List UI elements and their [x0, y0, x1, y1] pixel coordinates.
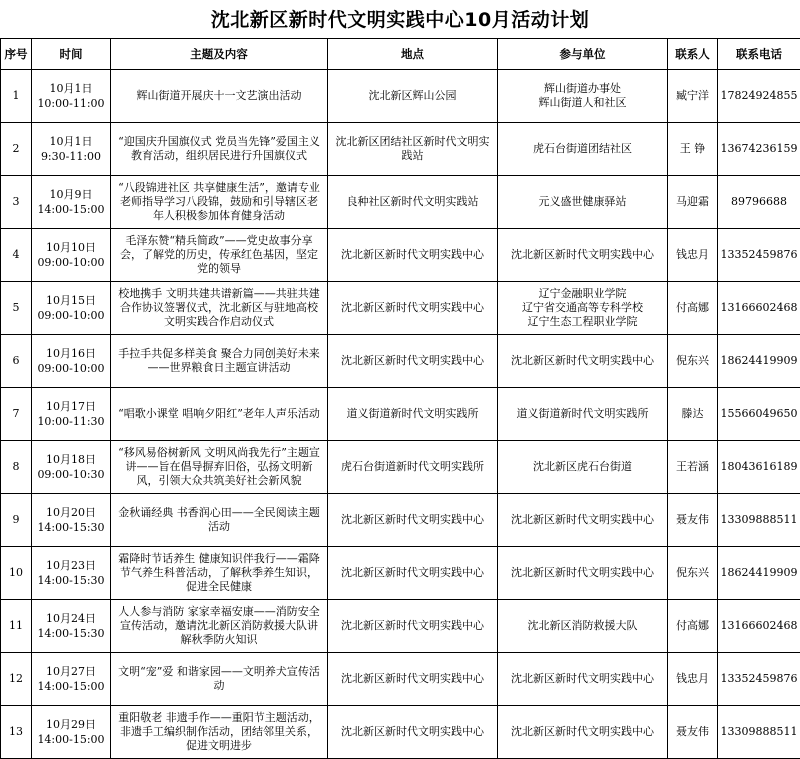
row-location: 虎石台街道新时代文明实践所: [328, 441, 498, 494]
table-row: [1, 70, 800, 123]
row-unit-line: 沈北新区新时代文明实践中心: [502, 725, 663, 739]
row-units: [498, 335, 668, 388]
row-theme: 文明“宠”爱 和谐家园——文明养犬宣传活动: [111, 653, 328, 706]
row-unit-line: 沈北新区新时代文明实践中心: [502, 672, 663, 686]
row-unit-line: 辉山街道人和社区: [502, 96, 663, 110]
table-row: [1, 176, 800, 229]
row-date: 10月10日: [34, 240, 108, 255]
table-body: [1, 70, 800, 759]
row-theme: “迎国庆升国旗仪式 党员当先锋”爱国主义教育活动，组织居民进行升国旗仪式: [111, 123, 328, 176]
row-seq: 11: [1, 600, 32, 653]
row-theme: 重阳敬老 非遗手作——重阳节主题活动，非遗手工编织制作活动，团结邻里关系，促进文明进步: [111, 706, 328, 759]
row-location: 沈北新区新时代文明实践中心: [328, 494, 498, 547]
row-location: 沈北新区新时代文明实践中心: [328, 547, 498, 600]
row-location: 沈北新区辉山公园: [328, 70, 498, 123]
row-theme: 辉山街道开展庆十一文艺演出活动: [111, 70, 328, 123]
row-hours: 9:30-11:00: [34, 149, 108, 164]
row-hours: 09:00-10:00: [34, 361, 108, 376]
row-date: 10月9日: [34, 187, 108, 202]
row-date: 10月16日: [34, 346, 108, 361]
row-hours: 14:00-15:30: [34, 573, 108, 588]
row-seq: 13: [1, 706, 32, 759]
row-seq: 10: [1, 547, 32, 600]
row-phone: 89796688: [718, 176, 800, 229]
header-seq: 序号: [1, 39, 32, 70]
row-units: [498, 600, 668, 653]
row-phone: 18624419909: [718, 335, 800, 388]
row-contact: 付高娜: [668, 282, 718, 335]
table-row: [1, 653, 800, 706]
row-theme: 霜降时节话养生 健康知识伴我行——霜降节气养生科普活动，了解秋季养生知识，促进全民健康: [111, 547, 328, 600]
row-theme: “移风易俗树新风 文明风尚我先行”主题宣讲——旨在倡导摒弃旧俗，弘扬文明新风，引领大众共筑美好社会新风貌: [111, 441, 328, 494]
page-title: 沈北新区新时代文明实践中心10月活动计划: [0, 0, 800, 40]
row-phone: 18043616189: [718, 441, 800, 494]
row-time: [32, 70, 111, 123]
row-location: 沈北新区新时代文明实践中心: [328, 600, 498, 653]
row-units: [498, 70, 668, 123]
row-date: 10月29日: [34, 717, 108, 732]
row-time: [32, 176, 111, 229]
row-location: 道义街道新时代文明实践所: [328, 388, 498, 441]
row-contact: 马迎霜: [668, 176, 718, 229]
row-date: 10月20日: [34, 505, 108, 520]
row-time: [32, 229, 111, 282]
table-row: [1, 229, 800, 282]
row-time: [32, 282, 111, 335]
row-units: [498, 229, 668, 282]
row-date: 10月23日: [34, 558, 108, 573]
header-contact: 联系人: [668, 39, 718, 70]
table-row: [1, 600, 800, 653]
row-seq: 8: [1, 441, 32, 494]
row-theme: 人人参与消防 家家幸福安康——消防安全宣传活动，邀请沈北新区消防救援大队讲解秋季防火知识: [111, 600, 328, 653]
row-contact: 钱忠月: [668, 229, 718, 282]
row-location: 沈北新区团结社区新时代文明实践站: [328, 123, 498, 176]
row-unit-line: 沈北新区新时代文明实践中心: [502, 513, 663, 527]
header-row: [1, 39, 800, 70]
activity-plan-table: [0, 38, 800, 759]
row-seq: 9: [1, 494, 32, 547]
row-contact: 臧宁洋: [668, 70, 718, 123]
row-hours: 14:00-15:00: [34, 679, 108, 694]
table-row: [1, 441, 800, 494]
row-time: [32, 494, 111, 547]
table-row: [1, 282, 800, 335]
row-contact: 倪东兴: [668, 335, 718, 388]
row-time: [32, 335, 111, 388]
row-theme: “唱歌小课堂 唱响夕阳红”老年人声乐活动: [111, 388, 328, 441]
row-seq: 4: [1, 229, 32, 282]
header-phone: 联系电话: [718, 39, 800, 70]
row-location: 沈北新区新时代文明实践中心: [328, 335, 498, 388]
row-time: [32, 388, 111, 441]
row-phone: 13166602468: [718, 282, 800, 335]
row-units: [498, 176, 668, 229]
row-hours: 14:00-15:30: [34, 626, 108, 641]
row-units: [498, 494, 668, 547]
row-phone: 13674236159: [718, 123, 800, 176]
table-row: [1, 494, 800, 547]
table-row: [1, 388, 800, 441]
row-time: [32, 547, 111, 600]
row-hours: 09:00-10:00: [34, 308, 108, 323]
row-location: 良种社区新时代文明实践站: [328, 176, 498, 229]
row-contact: 王若涵: [668, 441, 718, 494]
row-theme: 毛泽东赞“精兵简政”——党史故事分享会，了解党的历史，传承红色基因，坚定党的领导: [111, 229, 328, 282]
row-unit-line: 道义街道新时代文明实践所: [502, 407, 663, 421]
row-units: [498, 388, 668, 441]
row-hours: 14:00-15:30: [34, 520, 108, 535]
row-unit-line: 辽宁生态工程职业学院: [502, 315, 663, 329]
header-location: 地点: [328, 39, 498, 70]
row-date: 10月17日: [34, 399, 108, 414]
row-location: 沈北新区新时代文明实践中心: [328, 706, 498, 759]
row-location: 沈北新区新时代文明实践中心: [328, 282, 498, 335]
row-units: [498, 282, 668, 335]
header-units: 参与单位: [498, 39, 668, 70]
row-seq: 1: [1, 70, 32, 123]
row-units: [498, 547, 668, 600]
row-units: [498, 441, 668, 494]
table-row: [1, 123, 800, 176]
row-contact: 钱忠月: [668, 653, 718, 706]
row-hours: 14:00-15:00: [34, 732, 108, 747]
row-time: [32, 653, 111, 706]
row-unit-line: 辉山街道办事处: [502, 82, 663, 96]
row-phone: 18624419909: [718, 547, 800, 600]
row-hours: 14:00-15:00: [34, 202, 108, 217]
row-unit-line: 虎石台街道团结社区: [502, 142, 663, 156]
row-contact: 聂友伟: [668, 494, 718, 547]
row-hours: 09:00-10:30: [34, 467, 108, 482]
row-contact: 倪东兴: [668, 547, 718, 600]
row-contact: 付高娜: [668, 600, 718, 653]
row-phone: 13352459876: [718, 229, 800, 282]
row-unit-line: 沈北新区虎石台街道: [502, 460, 663, 474]
row-seq: 7: [1, 388, 32, 441]
row-phone: 13166602468: [718, 600, 800, 653]
header-time: 时间: [32, 39, 111, 70]
row-unit-line: 元义盛世健康驿站: [502, 195, 663, 209]
row-date: 10月1日: [34, 81, 108, 96]
row-phone: 13309888511: [718, 706, 800, 759]
row-hours: 10:00-11:30: [34, 414, 108, 429]
row-hours: 10:00-11:00: [34, 96, 108, 111]
row-unit-line: 辽宁金融职业学院: [502, 287, 663, 301]
row-time: [32, 706, 111, 759]
row-unit-line: 沈北新区新时代文明实践中心: [502, 566, 663, 580]
row-contact: 聂友伟: [668, 706, 718, 759]
row-location: 沈北新区新时代文明实践中心: [328, 653, 498, 706]
row-time: [32, 123, 111, 176]
row-phone: 13309888511: [718, 494, 800, 547]
table-header: [1, 39, 800, 70]
row-theme: 手拉手共促多样美食 聚合力同创美好未来——世界粮食日主题宣讲活动: [111, 335, 328, 388]
row-theme: 金秋诵经典 书香润心田——全民阅读主题活动: [111, 494, 328, 547]
row-unit-line: 沈北新区新时代文明实践中心: [502, 248, 663, 262]
row-seq: 2: [1, 123, 32, 176]
header-theme: 主题及内容: [111, 39, 328, 70]
row-unit-line: 沈北新区消防救援大队: [502, 619, 663, 633]
row-time: [32, 441, 111, 494]
table-row: [1, 335, 800, 388]
row-phone: 17824924855: [718, 70, 800, 123]
row-phone: 15566049650: [718, 388, 800, 441]
row-units: [498, 706, 668, 759]
row-theme: “八段锦进社区 共享健康生活”，邀请专业老师指导学习八段锦，鼓励和引导辖区老年人积极参加体育健身活动: [111, 176, 328, 229]
row-seq: 5: [1, 282, 32, 335]
row-date: 10月15日: [34, 293, 108, 308]
table-row: [1, 706, 800, 759]
row-seq: 6: [1, 335, 32, 388]
row-seq: 12: [1, 653, 32, 706]
row-phone: 13352459876: [718, 653, 800, 706]
row-units: [498, 123, 668, 176]
row-unit-line: 辽宁省交通高等专科学校: [502, 301, 663, 315]
row-time: [32, 600, 111, 653]
row-date: 10月24日: [34, 611, 108, 626]
row-seq: 3: [1, 176, 32, 229]
row-theme: 校地携手 文明共建共谱新篇——共驻共建合作协议签署仪式，沈北新区与驻地高校文明实践合作启动仪式: [111, 282, 328, 335]
row-date: 10月18日: [34, 452, 108, 467]
row-units: [498, 653, 668, 706]
row-contact: 王 铮: [668, 123, 718, 176]
row-unit-line: 沈北新区新时代文明实践中心: [502, 354, 663, 368]
row-date: 10月27日: [34, 664, 108, 679]
row-date: 10月1日: [34, 134, 108, 149]
table-row: [1, 547, 800, 600]
row-hours: 09:00-10:00: [34, 255, 108, 270]
row-contact: 滕达: [668, 388, 718, 441]
row-location: 沈北新区新时代文明实践中心: [328, 229, 498, 282]
